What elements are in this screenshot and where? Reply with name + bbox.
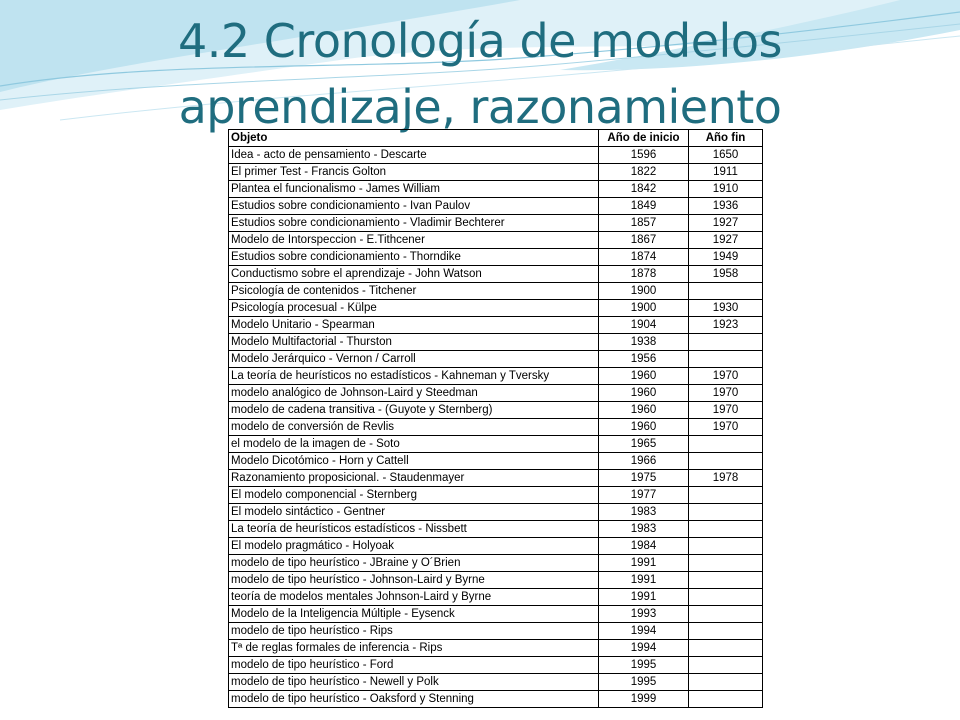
cell-ano-inicio: 1994: [599, 623, 689, 640]
cell-ano-inicio: 1842: [599, 181, 689, 198]
cell-ano-inicio: 1994: [599, 640, 689, 657]
cell-ano-inicio: 1995: [599, 657, 689, 674]
table-row: [229, 419, 763, 436]
cell-objeto: Estudios sobre condicionamiento - Ivan Paulov: [229, 198, 599, 215]
cell-ano-fin: [689, 538, 763, 555]
cell-ano-inicio: 1900: [599, 300, 689, 317]
cell-objeto: Razonamiento proposicional. - Staudenmayer: [229, 470, 599, 487]
cell-ano-inicio: 1874: [599, 249, 689, 266]
cell-ano-inicio: 1849: [599, 198, 689, 215]
cell-ano-fin: [689, 572, 763, 589]
cell-objeto: modelo de tipo heurístico - JBraine y O´Brien: [229, 555, 599, 572]
cell-objeto: Tª de reglas formales de inferencia - Rips: [229, 640, 599, 657]
table-row: [229, 555, 763, 572]
cell-ano-fin: [689, 674, 763, 691]
table-row: [229, 572, 763, 589]
cell-ano-fin: 1923: [689, 317, 763, 334]
cell-ano-inicio: 1960: [599, 402, 689, 419]
table-row: [229, 164, 763, 181]
table-row: [229, 674, 763, 691]
cell-ano-inicio: 1956: [599, 351, 689, 368]
cell-objeto: modelo de tipo heurístico - Rips: [229, 623, 599, 640]
table-row: [229, 198, 763, 215]
cell-ano-fin: 1970: [689, 402, 763, 419]
table-row: [229, 351, 763, 368]
cell-ano-inicio: 1983: [599, 504, 689, 521]
header-ano-inicio: Año de inicio: [599, 130, 689, 147]
cell-objeto: Modelo Dicotómico - Horn y Cattell: [229, 453, 599, 470]
cell-objeto: modelo de tipo heurístico - Oaksford y Stenning: [229, 691, 599, 708]
cell-objeto: teoría de modelos mentales Johnson-Laird y Byrne: [229, 589, 599, 606]
cell-ano-inicio: 1904: [599, 317, 689, 334]
slide-title-line-2: aprendizaje, razonamiento: [178, 80, 782, 134]
cell-ano-fin: [689, 334, 763, 351]
cell-ano-inicio: 1867: [599, 232, 689, 249]
cell-ano-inicio: 1991: [599, 589, 689, 606]
cell-ano-fin: [689, 623, 763, 640]
cell-ano-fin: [689, 691, 763, 708]
cell-ano-fin: [689, 606, 763, 623]
cell-ano-inicio: 1596: [599, 147, 689, 164]
table-row: [229, 266, 763, 283]
cell-ano-inicio: 1983: [599, 521, 689, 538]
table-row: [229, 334, 763, 351]
cell-objeto: El primer Test - Francis Golton: [229, 164, 599, 181]
table-row: [229, 657, 763, 674]
header-ano-fin: Año fin: [689, 130, 763, 147]
cell-objeto: El modelo pragmático - Holyoak: [229, 538, 599, 555]
slide-title-line-1: 4.2 Cronología de modelos: [178, 14, 782, 68]
cell-objeto: Modelo Multifactorial - Thurston: [229, 334, 599, 351]
table-row: [229, 215, 763, 232]
cell-ano-inicio: 1991: [599, 572, 689, 589]
table-row: [229, 589, 763, 606]
cell-ano-fin: 1650: [689, 147, 763, 164]
cell-ano-fin: [689, 436, 763, 453]
cell-objeto: modelo de tipo heurístico - Ford: [229, 657, 599, 674]
table-row: [229, 317, 763, 334]
cell-ano-inicio: 1938: [599, 334, 689, 351]
cell-ano-inicio: 1965: [599, 436, 689, 453]
cell-ano-fin: 1978: [689, 470, 763, 487]
cell-ano-fin: 1927: [689, 232, 763, 249]
cell-objeto: Modelo de la Inteligencia Múltiple - Eysenck: [229, 606, 599, 623]
cell-ano-fin: 1910: [689, 181, 763, 198]
table-row: [229, 181, 763, 198]
cell-ano-fin: 1930: [689, 300, 763, 317]
cell-ano-fin: [689, 640, 763, 657]
table-row: [229, 147, 763, 164]
cell-ano-inicio: 1822: [599, 164, 689, 181]
table-row: [229, 470, 763, 487]
table-header-row: [229, 130, 763, 147]
slide-title: [0, 8, 960, 140]
cell-objeto: Psicología de contenidos - Titchener: [229, 283, 599, 300]
cell-ano-fin: [689, 453, 763, 470]
table-row: [229, 402, 763, 419]
table-row: [229, 640, 763, 657]
cell-ano-fin: 1970: [689, 419, 763, 436]
cell-ano-inicio: 1900: [599, 283, 689, 300]
cell-ano-fin: [689, 283, 763, 300]
cell-ano-inicio: 1960: [599, 385, 689, 402]
cell-ano-fin: [689, 657, 763, 674]
cell-ano-fin: 1949: [689, 249, 763, 266]
cell-ano-fin: 1936: [689, 198, 763, 215]
cell-objeto: Estudios sobre condicionamiento - Thorndike: [229, 249, 599, 266]
cell-objeto: Psicología procesual - Külpe: [229, 300, 599, 317]
table-body: [229, 147, 763, 708]
cell-ano-inicio: 1991: [599, 555, 689, 572]
table-row: [229, 232, 763, 249]
cell-ano-inicio: 1995: [599, 674, 689, 691]
table-row: [229, 436, 763, 453]
cell-ano-inicio: 1878: [599, 266, 689, 283]
cell-ano-inicio: 1966: [599, 453, 689, 470]
cell-ano-inicio: 1960: [599, 368, 689, 385]
table-row: [229, 300, 763, 317]
cell-ano-inicio: 1960: [599, 419, 689, 436]
cell-ano-fin: [689, 555, 763, 572]
cell-ano-inicio: 1977: [599, 487, 689, 504]
cell-objeto: La teoría de heurísticos estadísticos - Nissbett: [229, 521, 599, 538]
cell-objeto: modelo de tipo heurístico - Johnson-Laird y Byrne: [229, 572, 599, 589]
table-row: [229, 623, 763, 640]
cell-objeto: La teoría de heurísticos no estadísticos - Kahneman y Tversky: [229, 368, 599, 385]
cell-ano-fin: [689, 521, 763, 538]
table-row: [229, 691, 763, 708]
table-row: [229, 504, 763, 521]
cell-objeto: Conductismo sobre el aprendizaje - John Watson: [229, 266, 599, 283]
cell-ano-fin: [689, 504, 763, 521]
table-row: [229, 385, 763, 402]
cell-ano-inicio: 1975: [599, 470, 689, 487]
cell-ano-fin: 1970: [689, 385, 763, 402]
cell-objeto: Modelo Unitario - Spearman: [229, 317, 599, 334]
cell-ano-fin: [689, 351, 763, 368]
table-row: [229, 487, 763, 504]
cell-ano-inicio: 1999: [599, 691, 689, 708]
cell-objeto: el modelo de la imagen de - Soto: [229, 436, 599, 453]
table-row: [229, 521, 763, 538]
cell-ano-fin: [689, 487, 763, 504]
cell-objeto: modelo analógico de Johnson-Laird y Steedman: [229, 385, 599, 402]
table-row: [229, 606, 763, 623]
cell-objeto: Plantea el funcionalismo - James William: [229, 181, 599, 198]
cell-objeto: El modelo sintáctico - Gentner: [229, 504, 599, 521]
cell-ano-inicio: 1993: [599, 606, 689, 623]
cell-ano-fin: 1911: [689, 164, 763, 181]
cell-ano-fin: 1927: [689, 215, 763, 232]
header-objeto: Objeto: [229, 130, 599, 147]
cell-objeto: El modelo componencial - Sternberg: [229, 487, 599, 504]
cell-objeto: modelo de conversión de Revlis: [229, 419, 599, 436]
table-row: [229, 283, 763, 300]
cell-objeto: Idea - acto de pensamiento - Descarte: [229, 147, 599, 164]
cell-objeto: Modelo Jerárquico - Vernon / Carroll: [229, 351, 599, 368]
cell-ano-inicio: 1984: [599, 538, 689, 555]
cell-objeto: modelo de cadena transitiva - (Guyote y Sternberg): [229, 402, 599, 419]
table-row: [229, 368, 763, 385]
cell-ano-inicio: 1857: [599, 215, 689, 232]
cell-ano-fin: 1970: [689, 368, 763, 385]
cell-objeto: Modelo de Intorspeccion - E.Tithcener: [229, 232, 599, 249]
chronology-table: [228, 129, 763, 708]
table-row: [229, 453, 763, 470]
cell-ano-fin: [689, 589, 763, 606]
table-row: [229, 538, 763, 555]
cell-ano-fin: 1958: [689, 266, 763, 283]
table-row: [229, 249, 763, 266]
cell-objeto: Estudios sobre condicionamiento - Vladimir Bechterer: [229, 215, 599, 232]
cell-objeto: modelo de tipo heurístico - Newell y Polk: [229, 674, 599, 691]
